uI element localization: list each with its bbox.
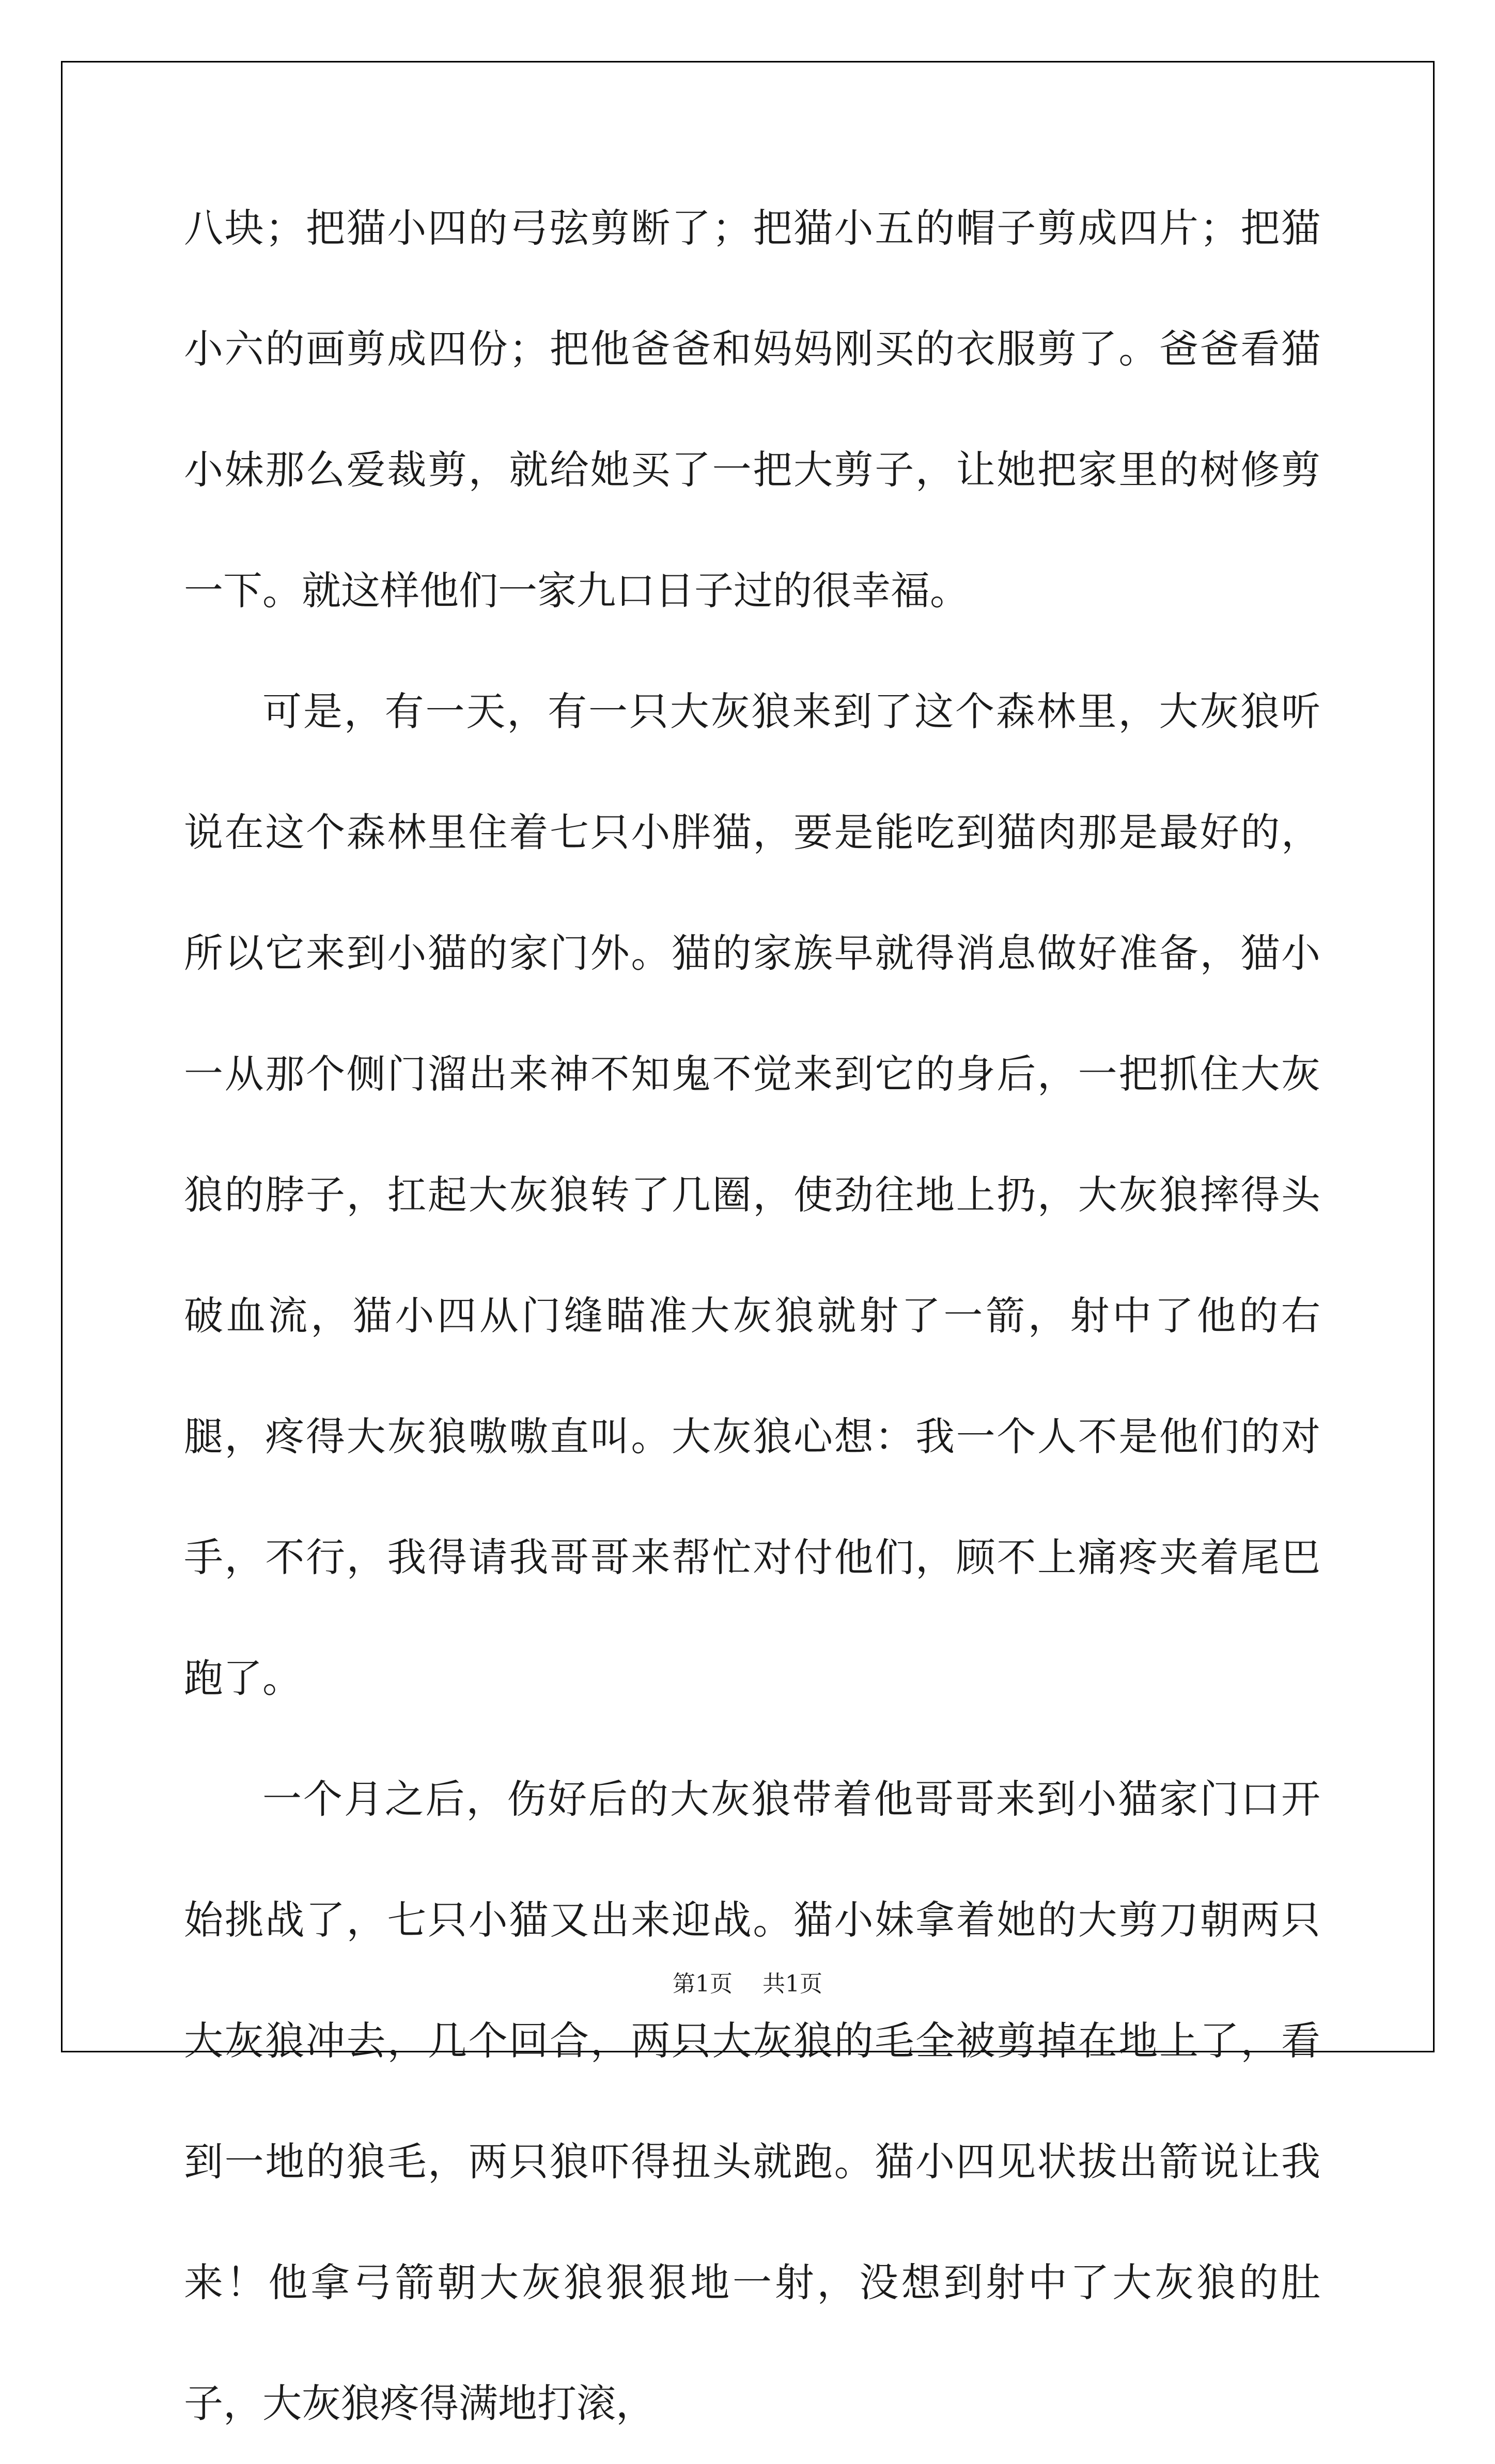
paragraph-2: 可是，有一天，有一只大灰狼来到了这个森林里，大灰狼听说在这个森林里住着七只小胖猫，要是能吃到猫肉那是最好的，所以它来到小猫的家门外。猫的家族早就得消息做好准备，猫小一从那个侧门溜出来神不知鬼不觉来到它的身后，一把抓住大灰狼的脖子，扛起大灰狼转了几圈，使劲往地上扔，大灰狼摔得头破血流，猫小四从门缝瞄准大灰狼就射了一箭，射中了他的右腿，疼得大灰狼嗷嗷直叫。大灰狼心想：我一个人不是他们的对手，不行，我得请我哥哥来帮忙对付他们，顾不上痛疼夹着尾巴跑了。 — [184, 688, 1320, 1701]
document-body — [184, 168, 1320, 2464]
page-footer — [0, 1969, 1495, 2000]
paragraph-1: 八块；把猫小四的弓弦剪断了；把猫小五的帽子剪成四片；把猫小六的画剪成四份；把他爸爸和妈妈刚买的衣服剪了。爸爸看猫小妹那么爱裁剪，就给她买了一把大剪子，让她把家里的树修剪一下。就这样他们一家九口日子过的很幸福。 — [184, 205, 1320, 614]
page-number: 第1页 — [673, 1971, 733, 1997]
paragraph-3: 一个月之后，伤好后的大灰狼带着他哥哥来到小猫家门口开始挑战了，七只小猫又出来迎战。猫小妹拿着她的大剪刀朝两只大灰狼冲去，几个回合，两只大灰狼的毛全被剪掉在地上了，看到一地的狼毛，两只狼吓得扭头就跑。猫小四见状拔出箭说让我来！他拿弓箭朝大灰狼狠狠地一射，没想到射中了大灰狼的肚子，大灰狼疼得满地打滚， — [184, 1776, 1320, 2426]
page-total: 共1页 — [762, 1971, 822, 1997]
